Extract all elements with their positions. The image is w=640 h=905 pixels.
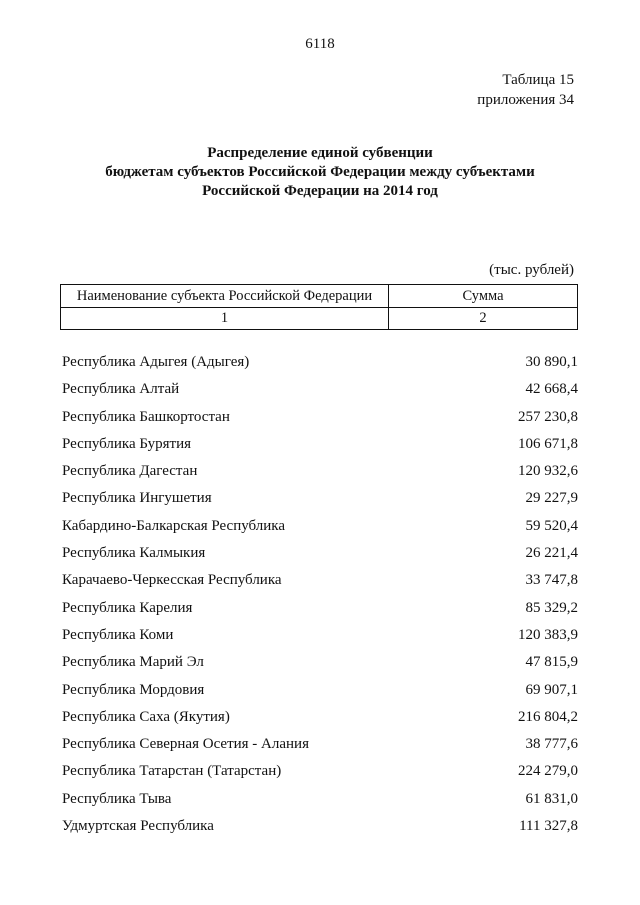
title-line-2: бюджетам субъектов Российской Федерации между субъектами: [105, 164, 535, 180]
subject-amount: 216 804,2: [518, 708, 578, 725]
subject-amount: 47 815,9: [525, 654, 578, 671]
table-reference: [477, 70, 574, 110]
subject-amount: 30 890,1: [525, 354, 578, 370]
subject-name: Республика Саха (Якутия): [62, 708, 230, 725]
subject-amount: 85 329,2: [525, 599, 578, 616]
table-row: [62, 485, 578, 512]
subject-name: Республика Ингушетия: [62, 490, 212, 507]
column-number-1: 1: [61, 308, 389, 330]
table-row: [62, 731, 578, 758]
title-line-1: Распределение единой субвенции: [207, 145, 433, 161]
column-number-row: [61, 308, 578, 330]
subject-name: Республика Башкортостан: [62, 408, 230, 425]
subject-amount: 38 777,6: [525, 736, 578, 753]
subject-name: Республика Марий Эл: [62, 654, 204, 671]
table-row: [62, 376, 578, 403]
subject-name: Республика Татарстан (Татарстан): [62, 763, 282, 780]
subject-name: Кабардино-Балкарская Республика: [62, 517, 286, 534]
table-row: [62, 404, 578, 431]
subject-amount: 69 907,1: [525, 681, 578, 698]
table-row: [62, 786, 578, 813]
subject-name: Республика Адыгея (Адыгея): [62, 354, 250, 370]
subject-name: Республика Мордовия: [62, 681, 205, 698]
column-header-name: Наименование субъекта Российской Федерации: [61, 285, 389, 308]
subject-name: Республика Коми: [62, 626, 174, 643]
table-body: [62, 349, 578, 840]
units-label: (тыс. рублей): [489, 262, 574, 278]
subject-amount: 111 327,8: [519, 818, 578, 835]
column-header-amount: Сумма: [389, 285, 578, 308]
subject-name: Республика Алтай: [62, 381, 180, 398]
appendix-reference: приложения 34: [477, 92, 574, 108]
subject-name: Республика Калмыкия: [62, 545, 206, 562]
subject-name: Республика Тыва: [62, 790, 172, 807]
column-number-2: 2: [389, 308, 578, 330]
table-row: [62, 540, 578, 567]
subject-name: Республика Северная Осетия - Алания: [62, 736, 309, 753]
header-row: [61, 285, 578, 308]
table-row: [62, 677, 578, 704]
table-row: [62, 567, 578, 594]
table-row: [62, 622, 578, 649]
subject-amount: 33 747,8: [525, 572, 578, 589]
table-header: [60, 284, 578, 330]
title-line-3: Российской Федерации на 2014 год: [202, 183, 438, 199]
subject-amount: 120 932,6: [518, 463, 578, 480]
table-number: Таблица 15: [502, 72, 574, 88]
subject-amount: 42 668,4: [525, 381, 578, 398]
subject-amount: 257 230,8: [518, 408, 578, 425]
table-row: [62, 758, 578, 785]
subject-name: Республика Бурятия: [62, 435, 192, 452]
subject-amount: 29 227,9: [525, 490, 578, 507]
subject-name: Республика Карелия: [62, 599, 193, 616]
table-row: [62, 458, 578, 485]
subject-amount: 224 279,0: [518, 763, 578, 780]
table-row: [62, 813, 578, 840]
subject-amount: 106 671,8: [518, 435, 578, 452]
page-number: 6118: [305, 36, 335, 52]
table-row: [62, 704, 578, 731]
document-title: [60, 144, 580, 201]
table-row: [62, 513, 578, 540]
subject-amount: 120 383,9: [518, 626, 578, 643]
subject-amount: 59 520,4: [525, 517, 578, 534]
table-row: [62, 595, 578, 622]
subject-name: Республика Дагестан: [62, 463, 198, 480]
table-row: [62, 349, 578, 376]
subject-name: Карачаево-Черкесская Республика: [62, 572, 282, 589]
subject-amount: 26 221,4: [525, 545, 578, 562]
subject-amount: 61 831,0: [525, 790, 578, 807]
subject-name: Удмуртская Республика: [62, 818, 214, 835]
table-row: [62, 431, 578, 458]
table-row: [62, 649, 578, 676]
